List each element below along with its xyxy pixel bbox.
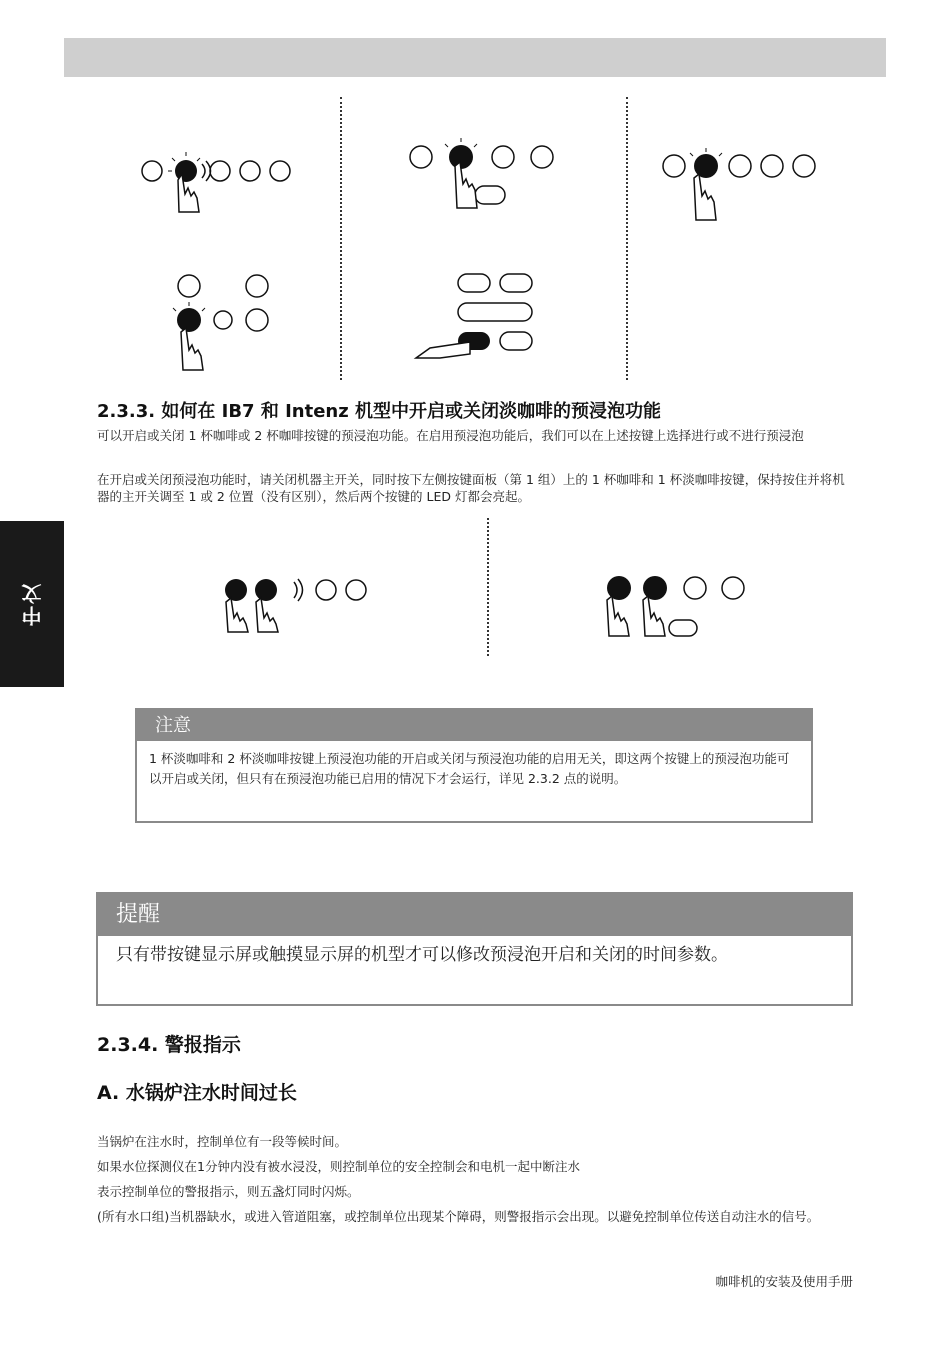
keypad-illustration xyxy=(212,570,372,635)
alarm-line: (所有水口组)当机器缺水，或进入管道阻塞，或控制单位出现某个障碍，则警报指示会出现。以避免控制单位传送自动注水的信号。 xyxy=(97,1209,820,1224)
illustration-divider xyxy=(626,97,628,380)
illustration-divider xyxy=(487,518,489,656)
note-text: 1 杯淡咖啡和 2 杯淡咖啡按键上预浸泡功能的开启或关闭与预浸泡功能的启用无关，即这两个按键上的预浸泡功能可以开启或关闭，但只有在预浸泡功能已启用的情况下才会运行，详见 2.3.2 点的说明。 xyxy=(149,751,790,786)
illustration-divider xyxy=(340,97,342,380)
reminder-text: 只有带按键显示屏或触摸显示屏的机型才可以修改预浸泡开启和关闭的时间参数。 xyxy=(116,945,728,965)
paragraph: 可以开启或关闭 1 杯咖啡或 2 杯咖啡按键的预浸泡功能。在启用预浸泡功能后，我们可以在上述按键上选择进行或不进行预浸泡 xyxy=(97,428,804,443)
language-label: 中文 xyxy=(20,582,45,626)
alarm-line: 如果水位探测仪在1分钟内没有被水浸没，则控制单位的安全控制会和电机一起中断注水 xyxy=(97,1159,580,1174)
language-side-tab xyxy=(0,521,64,687)
paragraph: 在开启或关闭预浸泡功能时，请关闭机器主开关，同时按下左侧按键面板（第 1 组）上的 1 杯咖啡和 1 杯淡咖啡按键，保持按住并将机器的主开关调至 1 或 2 位置（没有区别），然后两个按键的 LED 灯都会亮起。 xyxy=(97,472,845,504)
keypad-illustration xyxy=(165,272,275,372)
keypad-illustration xyxy=(412,270,542,370)
alarm-line: 当锅炉在注水时，控制单位有一段等候时间。 xyxy=(97,1134,348,1149)
keypad-illustration xyxy=(597,568,757,640)
footer-title: 咖啡机的安装及使用手册 xyxy=(715,1274,853,1289)
note-title: 注意 xyxy=(137,710,811,741)
keypad-illustration xyxy=(138,150,298,220)
reminder-title: 提醒 xyxy=(98,894,851,936)
keypad-illustration xyxy=(405,138,560,213)
header-bar xyxy=(64,38,886,77)
note-box xyxy=(135,708,813,823)
sub-heading: A. 水锅炉注水时间过长 xyxy=(97,1082,297,1104)
reminder-box xyxy=(96,892,853,1006)
keypad-illustration xyxy=(658,148,820,223)
section-heading-2-3-3: 2.3.3. 如何在 IB7 和 Intenz 机型中开启或关闭淡咖啡的预浸泡功能 xyxy=(97,401,661,422)
section-heading-2-3-4: 2.3.4. 警报指示 xyxy=(97,1034,241,1056)
alarm-line: 表示控制单位的警报指示，则五盏灯同时闪烁。 xyxy=(97,1184,360,1199)
